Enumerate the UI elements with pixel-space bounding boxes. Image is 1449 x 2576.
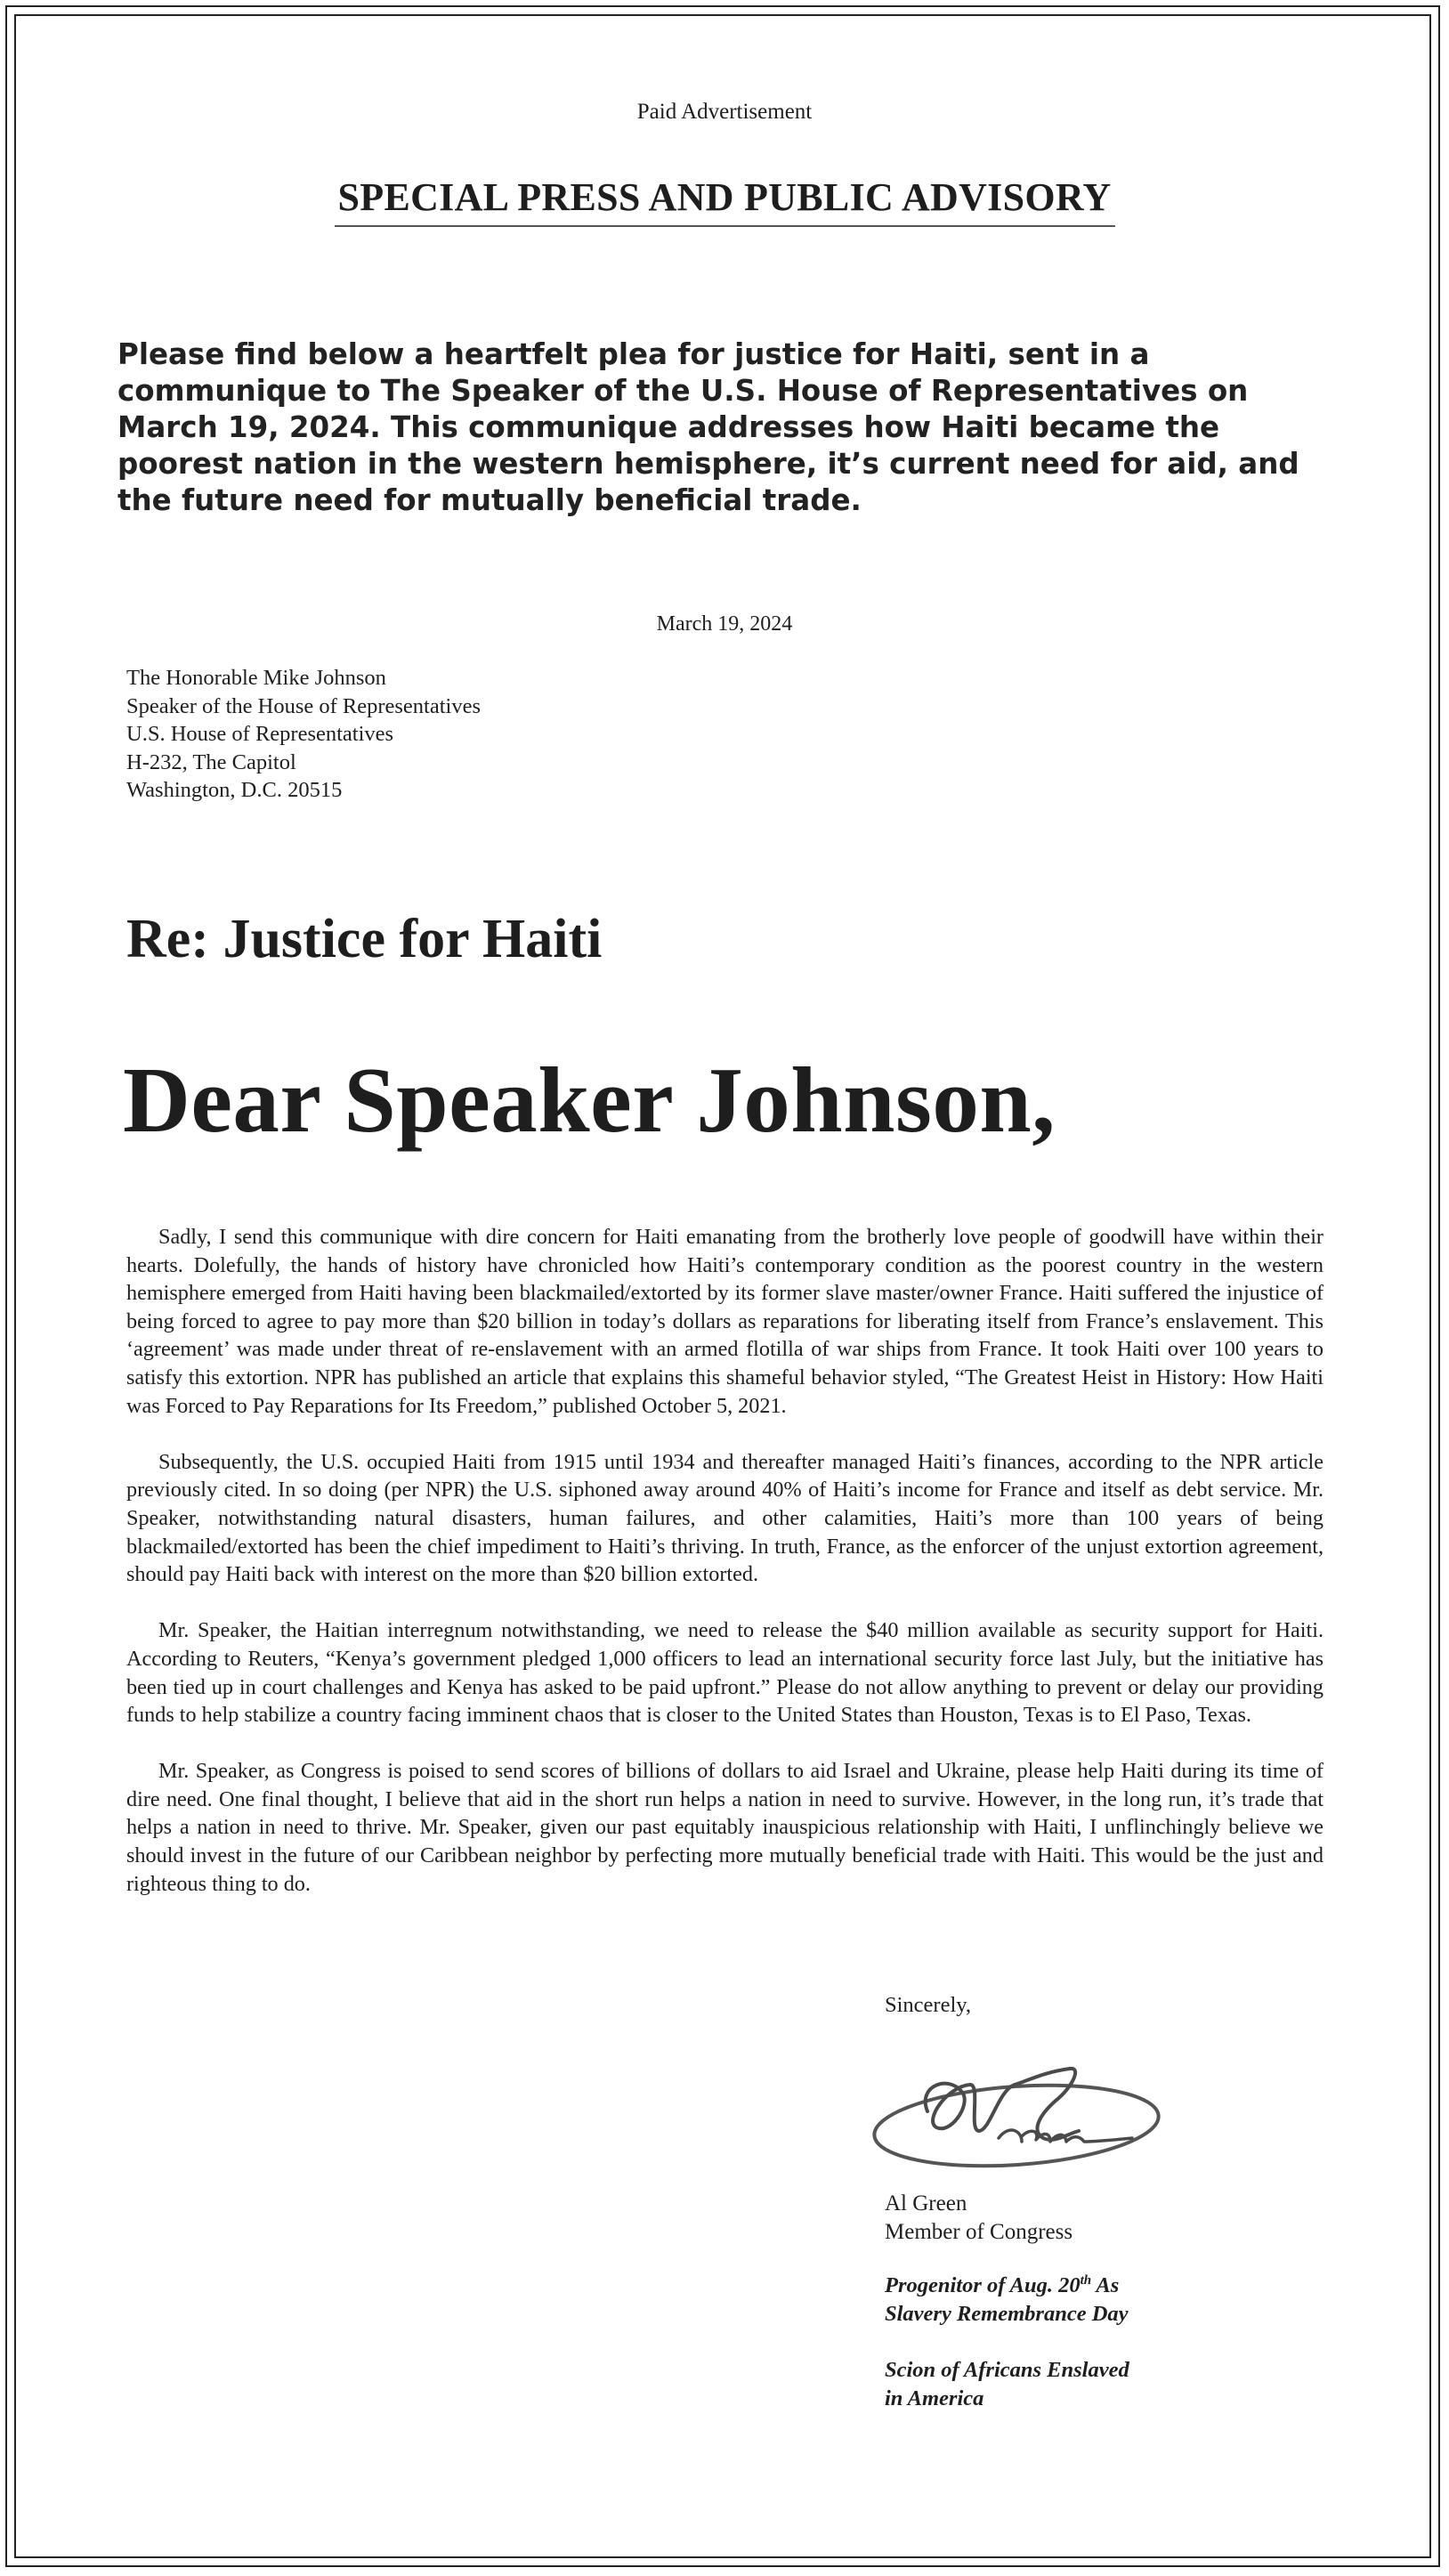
intro-statement: Please find below a heartfelt plea for justice for Haiti, sent in a communique to The Speaker of the U.S. House of Representatives on March 19, 2024. This communique addresses how Haiti became the poorest nation in the western hemisphere, it’s current need for aid, and the future need for mutually beneficial trade. — [117, 337, 1299, 517]
body-paragraph: Sadly, I send this communique with dire concern for Haiti emanating from the brotherly love people of goodwill have within their hearts. Dolefully, the hands of history have chronicled how Haiti’s contemporary condition as the poorest country in the western hemisphere emerged from Haiti having been blackmailed/extorted by its former slave master/owner France. Haiti suffered the injustice of being forced to agree to pay more than $20 billion in today’s dollars as reparations for liberating itself from France’s enslavement. This ‘agreement’ was made under threat of re-enslavement with an armed flotilla of war ships from France. It took Haiti over 100 years to satisfy this extortion. NPR has published an article that explains this shameful behavior styled, “The Greatest Heist in History: How Haiti was Forced to Pay Reparations for Its Freedom,” published October 5, 2021. — [126, 1225, 1324, 1418]
title-line — [885, 2272, 1129, 2300]
signer-role: Member of Congress — [885, 2219, 1073, 2244]
advisory-title: SPECIAL PRESS AND PUBLIC ADVISORY — [335, 174, 1115, 227]
paid-advertisement-label: Paid Advertisement — [636, 100, 813, 124]
recipient-line: U.S. House of Representatives — [126, 722, 394, 746]
title-line: Slavery Remembrance Day — [885, 2301, 1129, 2326]
signer-title-scion — [885, 2356, 1129, 2412]
advisory-heading — [0, 174, 1449, 227]
ordinal-suffix: th — [1080, 2272, 1092, 2288]
body-paragraph: Subsequently, the U.S. occupied Haiti from 1915 until 1934 and thereafter managed Haiti’s finances, according to the NPR article previously cited. In so doing (per NPR) the U.S. siphoned away around 40% of Haiti’s income for France and itself as debt service. Mr. Speaker, notwithstanding natural disasters, human failures, and other calamities, Haiti’s more than 100 years of being blackmailed/extorted has been the chief impediment to Haiti’s thriving. In truth, France, as the enforcer of the unjust extortion agreement, should pay Haiti back with interest on the more than $20 billion extorted. — [126, 1449, 1324, 1587]
body-paragraph: Mr. Speaker, as Congress is poised to send scores of billions of dollars to aid Israel and Ukraine, please help Haiti during its time of dire need. One final thought, I believe that aid in the short run helps a nation in need to survive. However, in the long run, it’s trade that helps a nation in need to thrive. Mr. Speaker, given our past equitably inauspicious relationship with Haiti, I unflinchingly believe we should invest in the future of our Caribbean neighbor by perfecting more mutually beneficial trade with Haiti. This would be the just and righteous thing to do. — [126, 1759, 1324, 1896]
letter-body — [126, 1223, 1324, 1926]
recipient-line: The Honorable Mike Johnson — [126, 666, 386, 690]
title-line: in America — [885, 2386, 984, 2410]
signer-title-remembrance — [885, 2272, 1129, 2328]
recipient-address — [126, 664, 481, 805]
handwritten-signature — [865, 2049, 1164, 2184]
title-text: Progenitor of Aug. 20 — [885, 2273, 1081, 2297]
subject-line: Re: Justice for Haiti — [126, 909, 603, 969]
salutation: Dear Speaker Johnson, — [123, 1048, 1056, 1152]
title-text: As — [1091, 2273, 1120, 2297]
recipient-line: H-232, The Capitol — [126, 749, 296, 774]
title-line: Scion of Africans Enslaved — [885, 2358, 1129, 2382]
recipient-line: Washington, D.C. 20515 — [126, 778, 343, 802]
closing: Sincerely, — [885, 1993, 972, 2017]
body-paragraph: Mr. Speaker, the Haitian interregnum notwithstanding, we need to release the $40 million available as security support for Haiti. According to Reuters, “Kenya’s government pledged 1,000 officers to lead an international security force last July, but the initiative has been tied up in court challenges and Kenya has asked to be paid upfront.” Please do not allow anything to prevent or delay our providing funds to help stabilize a country facing imminent chaos that is closer to the United States than Houston, Texas is to El Paso, Texas. — [126, 1618, 1324, 1728]
signer-name: Al Green — [885, 2191, 967, 2216]
letter-date: March 19, 2024 — [656, 612, 793, 636]
signer-block — [885, 2190, 1073, 2246]
recipient-line: Speaker of the House of Representatives — [126, 693, 481, 718]
